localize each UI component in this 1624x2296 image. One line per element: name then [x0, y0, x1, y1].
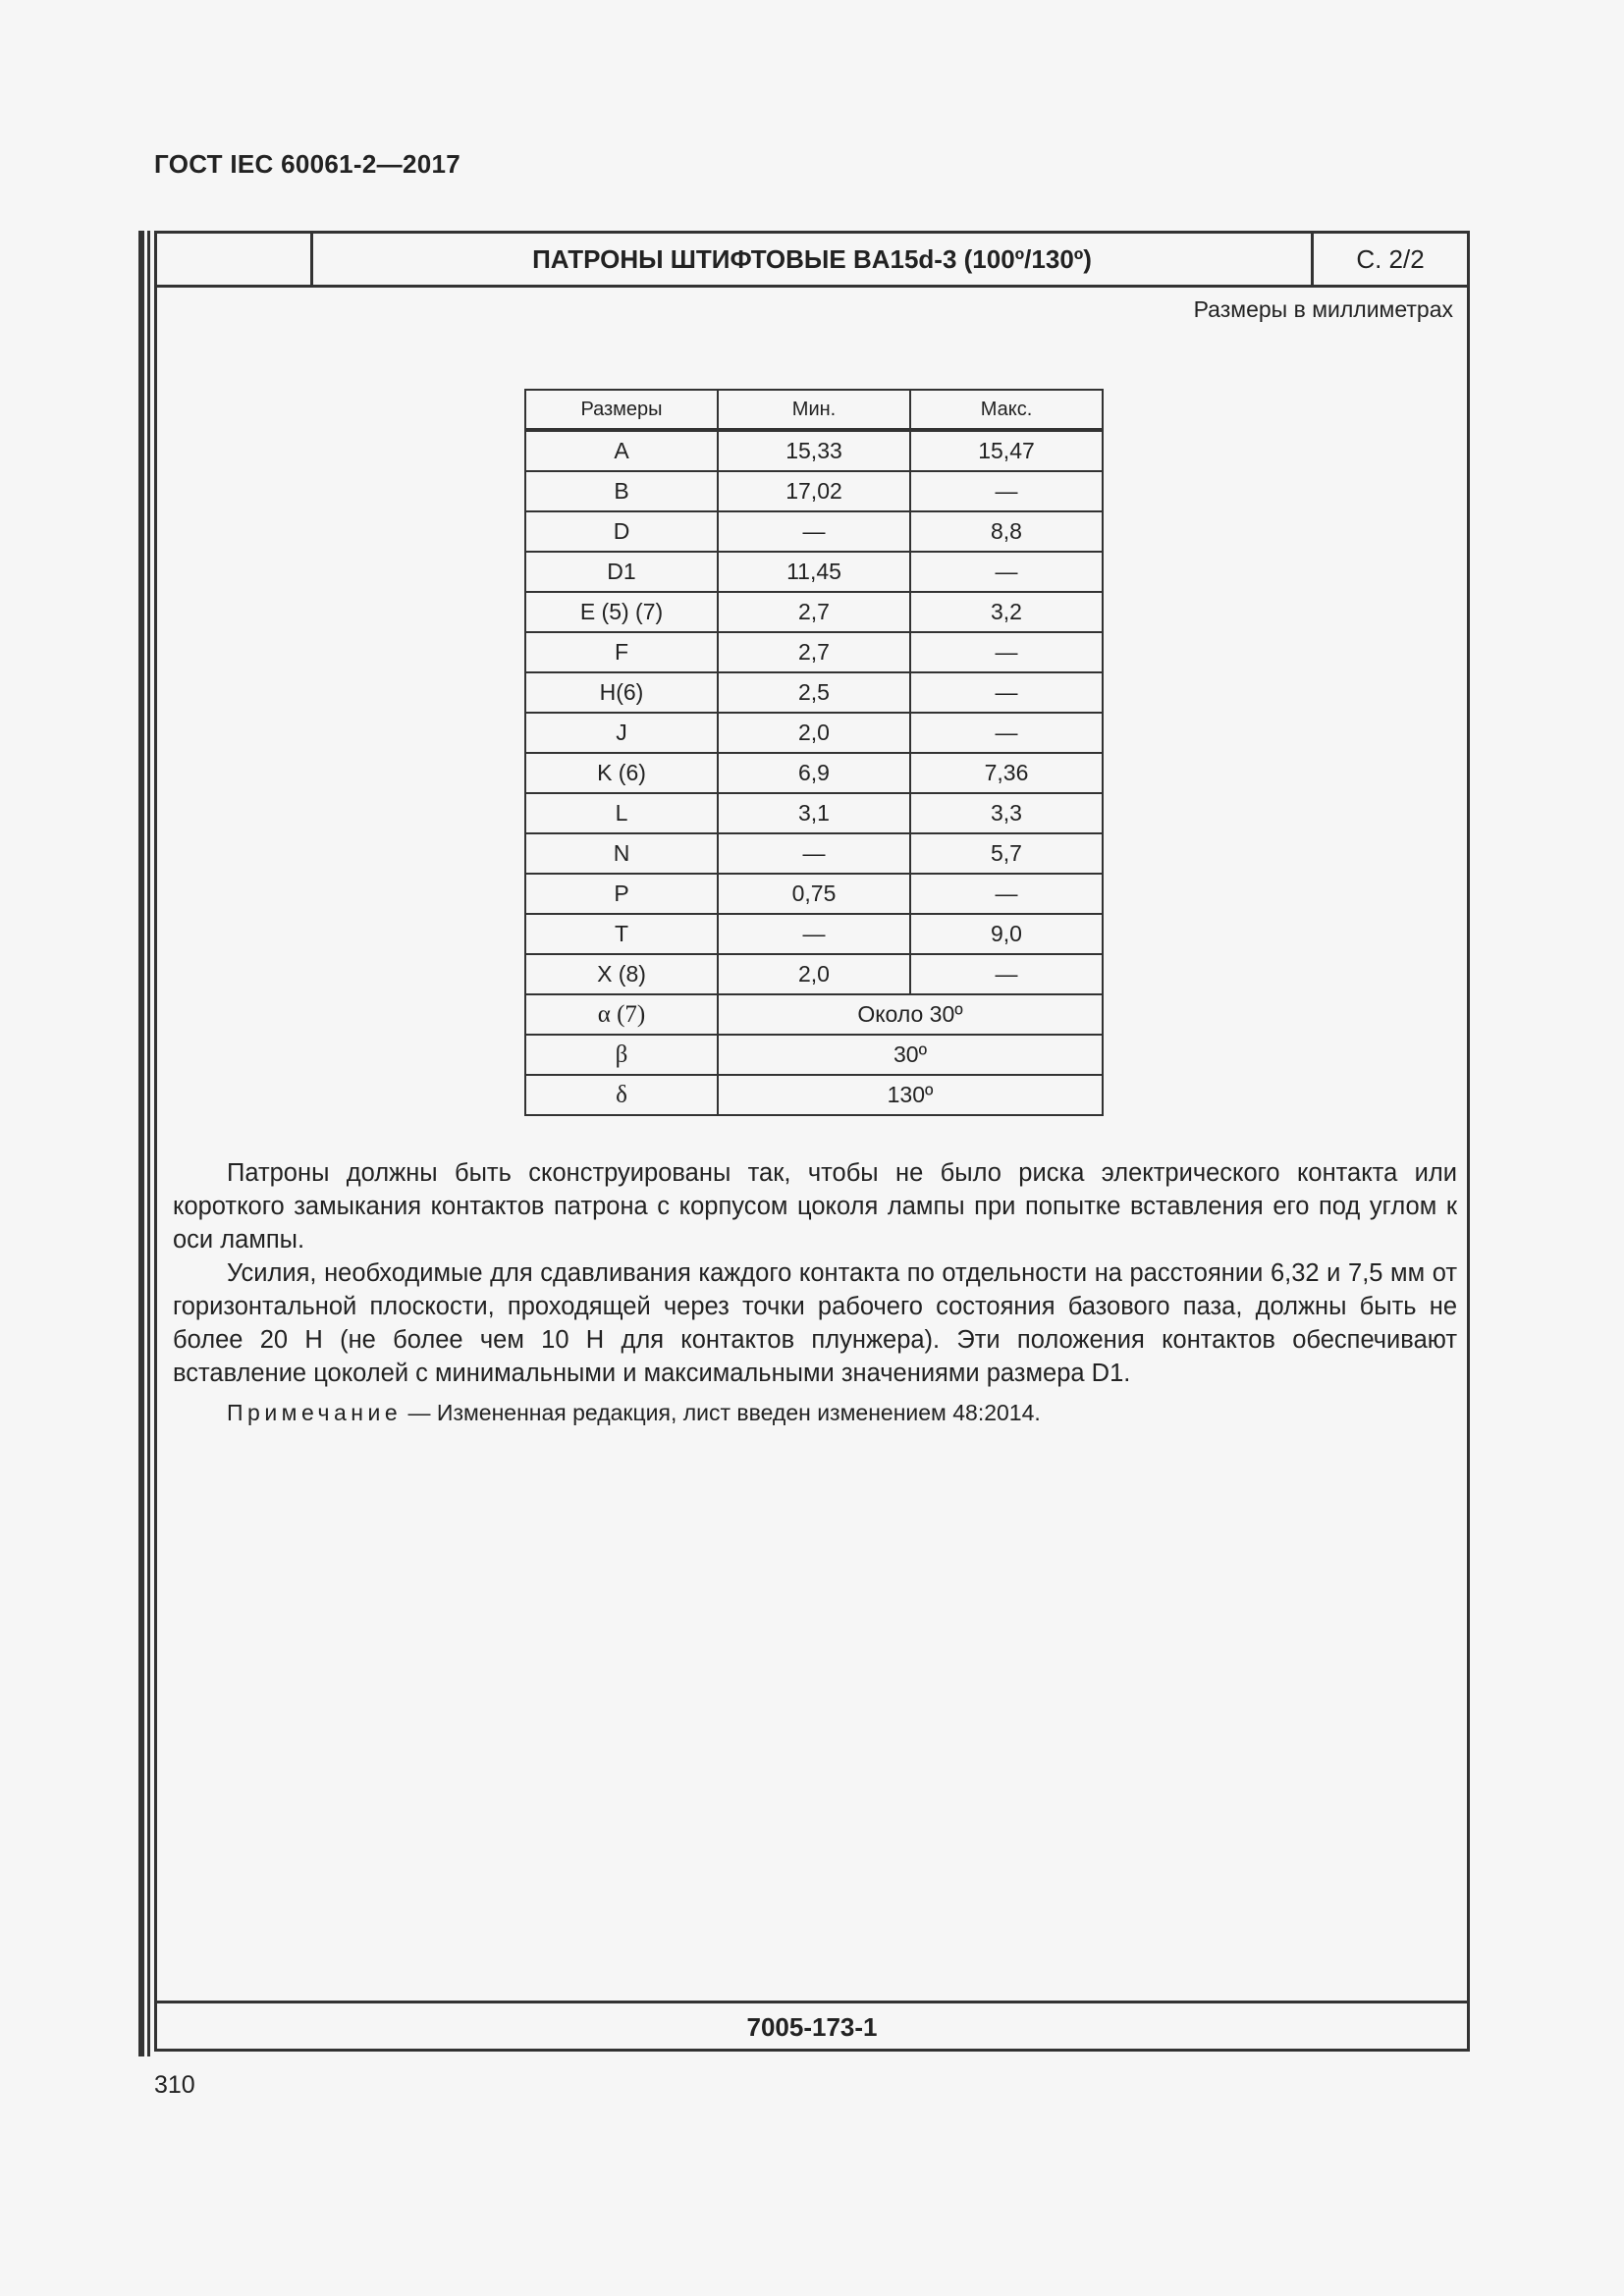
table-header-row [525, 390, 1103, 430]
cell-max: 7,36 [910, 753, 1103, 793]
cell-angle-dim: δ [525, 1075, 718, 1115]
cell-max: 8,8 [910, 511, 1103, 552]
cell-dim: E (5) (7) [525, 592, 718, 632]
document-code: ГОСТ IEC 60061-2—2017 [154, 149, 460, 179]
table-row [525, 833, 1103, 874]
cell-min: 2,7 [718, 592, 910, 632]
table-row-angle [525, 994, 1103, 1035]
cell-max: 15,47 [910, 430, 1103, 471]
cell-dim: N [525, 833, 718, 874]
cell-dim: A [525, 430, 718, 471]
table-row [525, 552, 1103, 592]
cell-dim: L [525, 793, 718, 833]
table-row [525, 753, 1103, 793]
cell-max: — [910, 672, 1103, 713]
header-min: Мин. [718, 390, 910, 430]
header-dimensions: Размеры [525, 390, 718, 430]
table-row [525, 511, 1103, 552]
cell-dim: H(6) [525, 672, 718, 713]
cell-dim: B [525, 471, 718, 511]
cell-angle-dim: β [525, 1035, 718, 1075]
cell-max: — [910, 632, 1103, 672]
cell-max: — [910, 552, 1103, 592]
sheet-number: 7005-173-1 [157, 2001, 1467, 2052]
cell-dim: D1 [525, 552, 718, 592]
sheet-page-ref: С. 2/2 [1356, 243, 1425, 274]
cell-max: 5,7 [910, 833, 1103, 874]
units-note: Размеры в миллиметрах [1193, 296, 1453, 322]
cell-angle-value: 130º [718, 1075, 1103, 1115]
sheet-title-row [157, 234, 1467, 288]
cell-min: 6,9 [718, 753, 910, 793]
cell-min: 0,75 [718, 874, 910, 914]
body-text [173, 1156, 1457, 1390]
note-text: Измененная редакция, лист введен изменением 48:2014. [436, 1400, 1041, 1425]
cell-min: 17,02 [718, 471, 910, 511]
cell-angle-dim: α (7) [525, 994, 718, 1035]
binding-margin-bars [138, 231, 150, 2056]
cell-max: — [910, 874, 1103, 914]
table-row [525, 713, 1103, 753]
table-row [525, 672, 1103, 713]
cell-angle-value: Около 30º [718, 994, 1103, 1035]
sheet-title: ПАТРОНЫ ШТИФТОВЫЕ BA15d-3 (100º/130º) [313, 234, 1314, 285]
note-label: Примечание [227, 1400, 403, 1425]
note-dash: — [402, 1400, 437, 1425]
paragraph: Патроны должны быть сконструированы так, чтобы не было риска электрического контакта или короткого замыкания контактов патрона с корпусом цоколя лампы при попытке вставления его под углом к оси лампы. [173, 1159, 1457, 1254]
cell-max: 3,3 [910, 793, 1103, 833]
cell-min: 2,7 [718, 632, 910, 672]
table-row [525, 430, 1103, 471]
cell-max: 3,2 [910, 592, 1103, 632]
cell-min: 2,5 [718, 672, 910, 713]
cell-max: — [910, 713, 1103, 753]
cell-dim: T [525, 914, 718, 954]
note [227, 1400, 1041, 1426]
dimensions-table [524, 389, 1104, 1116]
cell-angle-value: 30º [718, 1035, 1103, 1075]
cell-max: — [910, 471, 1103, 511]
title-blank-cell [157, 234, 313, 285]
cell-min: 2,0 [718, 713, 910, 753]
cell-max: 9,0 [910, 914, 1103, 954]
cell-min: 15,33 [718, 430, 910, 471]
sheet-frame [154, 231, 1470, 2052]
cell-min: — [718, 511, 910, 552]
cell-min: 11,45 [718, 552, 910, 592]
table-row [525, 632, 1103, 672]
table-row-angle [525, 1075, 1103, 1115]
cell-dim: F [525, 632, 718, 672]
cell-dim: D [525, 511, 718, 552]
table-row [525, 592, 1103, 632]
cell-max: — [910, 954, 1103, 994]
cell-dim: J [525, 713, 718, 753]
cell-min: — [718, 833, 910, 874]
table-row [525, 914, 1103, 954]
cell-dim: P [525, 874, 718, 914]
cell-min: 2,0 [718, 954, 910, 994]
table-row [525, 874, 1103, 914]
table-row [525, 471, 1103, 511]
cell-dim: K (6) [525, 753, 718, 793]
header-max: Макс. [910, 390, 1103, 430]
page-number: 310 [154, 2071, 195, 2099]
cell-min: 3,1 [718, 793, 910, 833]
margin-bar-thin [147, 231, 150, 2056]
cell-dim: X (8) [525, 954, 718, 994]
paragraph: Усилия, необходимые для сдавливания каждого контакта по отдельности на расстоянии 6,32 и 7,5 мм от горизонтальной плоскости, проходящей через точки рабочего состояния базового паза, должны быть не более 20 Н (не более чем 10 Н для контактов плунжера). Эти положения контактов обеспечивают вставление цоколей с минимальными и максимальными значениями размера D1. [173, 1259, 1457, 1387]
margin-bar-thick [138, 231, 144, 2056]
table-row-angle [525, 1035, 1103, 1075]
table-row [525, 954, 1103, 994]
cell-min: — [718, 914, 910, 954]
table-row [525, 793, 1103, 833]
